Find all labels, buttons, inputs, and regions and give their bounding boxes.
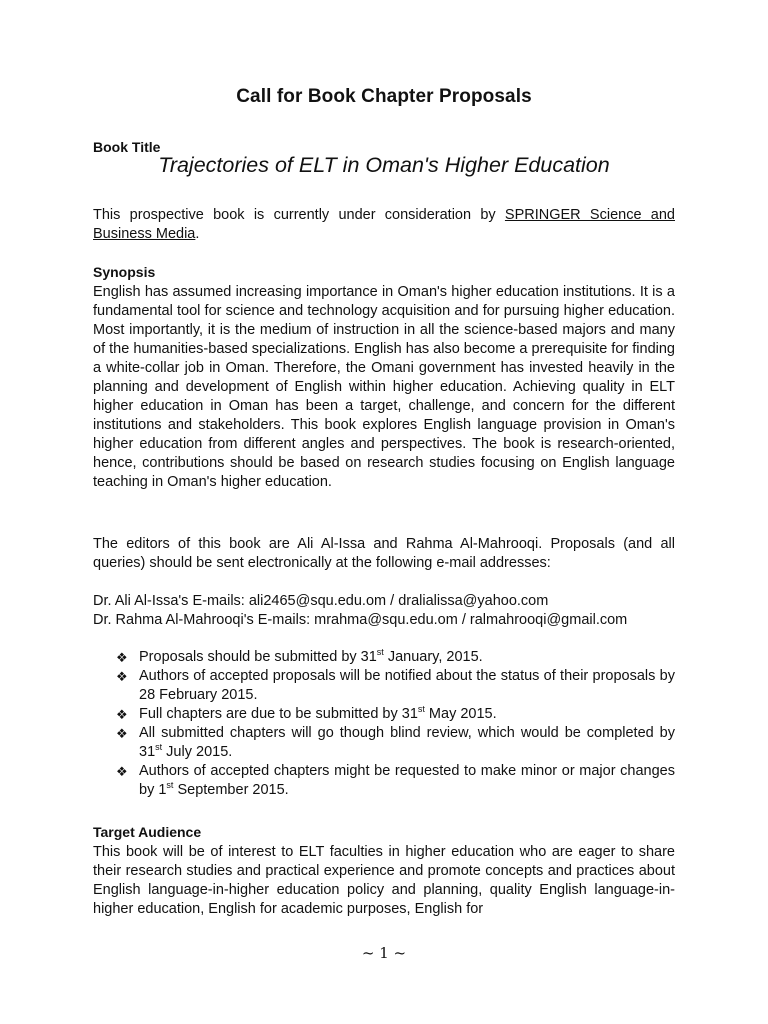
contact-ali: Dr. Ali Al-Issa's E-mails: ali2465@squ.edu.om / dralialissa@yahoo.com	[93, 593, 549, 609]
page-number: ~ 1 ~	[361, 944, 407, 962]
list-item: ❖ All submitted chapters will go though blind review, which would be completed by 31st July 2015.	[116, 725, 675, 760]
synopsis-label: Synopsis	[93, 264, 156, 280]
diamond-bullet-icon: ❖	[116, 726, 128, 741]
contact-rahma: Dr. Rahma Al-Mahrooqi's E-mails: mrahma@squ.edu.om / ralmahrooqi@gmail.com	[93, 612, 628, 628]
book-title: Trajectories of ELT in Oman's Higher Education	[158, 153, 610, 177]
intro-end: .	[195, 226, 200, 242]
list-item: ❖ Proposals should be submitted by 31st January, 2015.	[116, 647, 483, 665]
book-title-label: Book Title	[93, 139, 161, 155]
page-title: Call for Book Chapter Proposals	[236, 86, 532, 107]
intro-text: This prospective book is currently under consideration by	[93, 207, 505, 223]
diamond-bullet-icon: ❖	[116, 764, 128, 779]
editors-paragraph: The editors of this book are Ali Al-Issa and Rahma Al-Mahrooqi. Proposals (and all queries) should be sent electronically at the following e-mail addresses:	[93, 536, 675, 571]
publisher-link[interactable]: SPRINGER Science and Business Media	[93, 207, 675, 242]
diamond-bullet-icon: ❖	[116, 650, 128, 665]
synopsis-paragraph: English has assumed increasing importance in Oman's higher education institutions. It is a fundamental tool for science and technology acquisition and for pursuing higher education. Most importantly, it is the medium of instruction in all the science-based majors and many of the humanities-based specializations. English has also become a prerequisite for finding a white-collar job in Oman. Therefore, the Omani government has invested heavily in the planning and development of English within higher education. Achieving quality in ELT higher education in Oman has been a target, challenge, and concern for the different institutions and stakeholders. This book explores English language provision in Oman's higher education from different angles and perspectives. The book is research-oriented, hence, contributions should be based on research studies focusing on English language teaching in Oman's higher education.	[93, 284, 675, 490]
target-audience-paragraph: This book will be of interest to ELT faculties in higher education who are eager to share their research studies and practical experience and promote concepts and practices about English language-in-higher education policy and planning, quality English language-in-higher education, English for academic purposes, English for	[93, 844, 675, 917]
list-item: ❖ Full chapters are due to be submitted by 31st May 2015.	[116, 704, 497, 722]
deadlines-list	[93, 648, 675, 800]
list-item: ❖ Authors of accepted chapters might be requested to make minor or major changes by 1st September 2015.	[116, 763, 675, 798]
target-audience-label: Target Audience	[93, 824, 202, 840]
diamond-bullet-icon: ❖	[116, 707, 128, 722]
list-item: ❖ Authors of accepted proposals will be notified about the status of their proposals by 28 February 2015.	[116, 668, 675, 703]
intro-paragraph	[93, 206, 675, 244]
diamond-bullet-icon: ❖	[116, 669, 128, 684]
